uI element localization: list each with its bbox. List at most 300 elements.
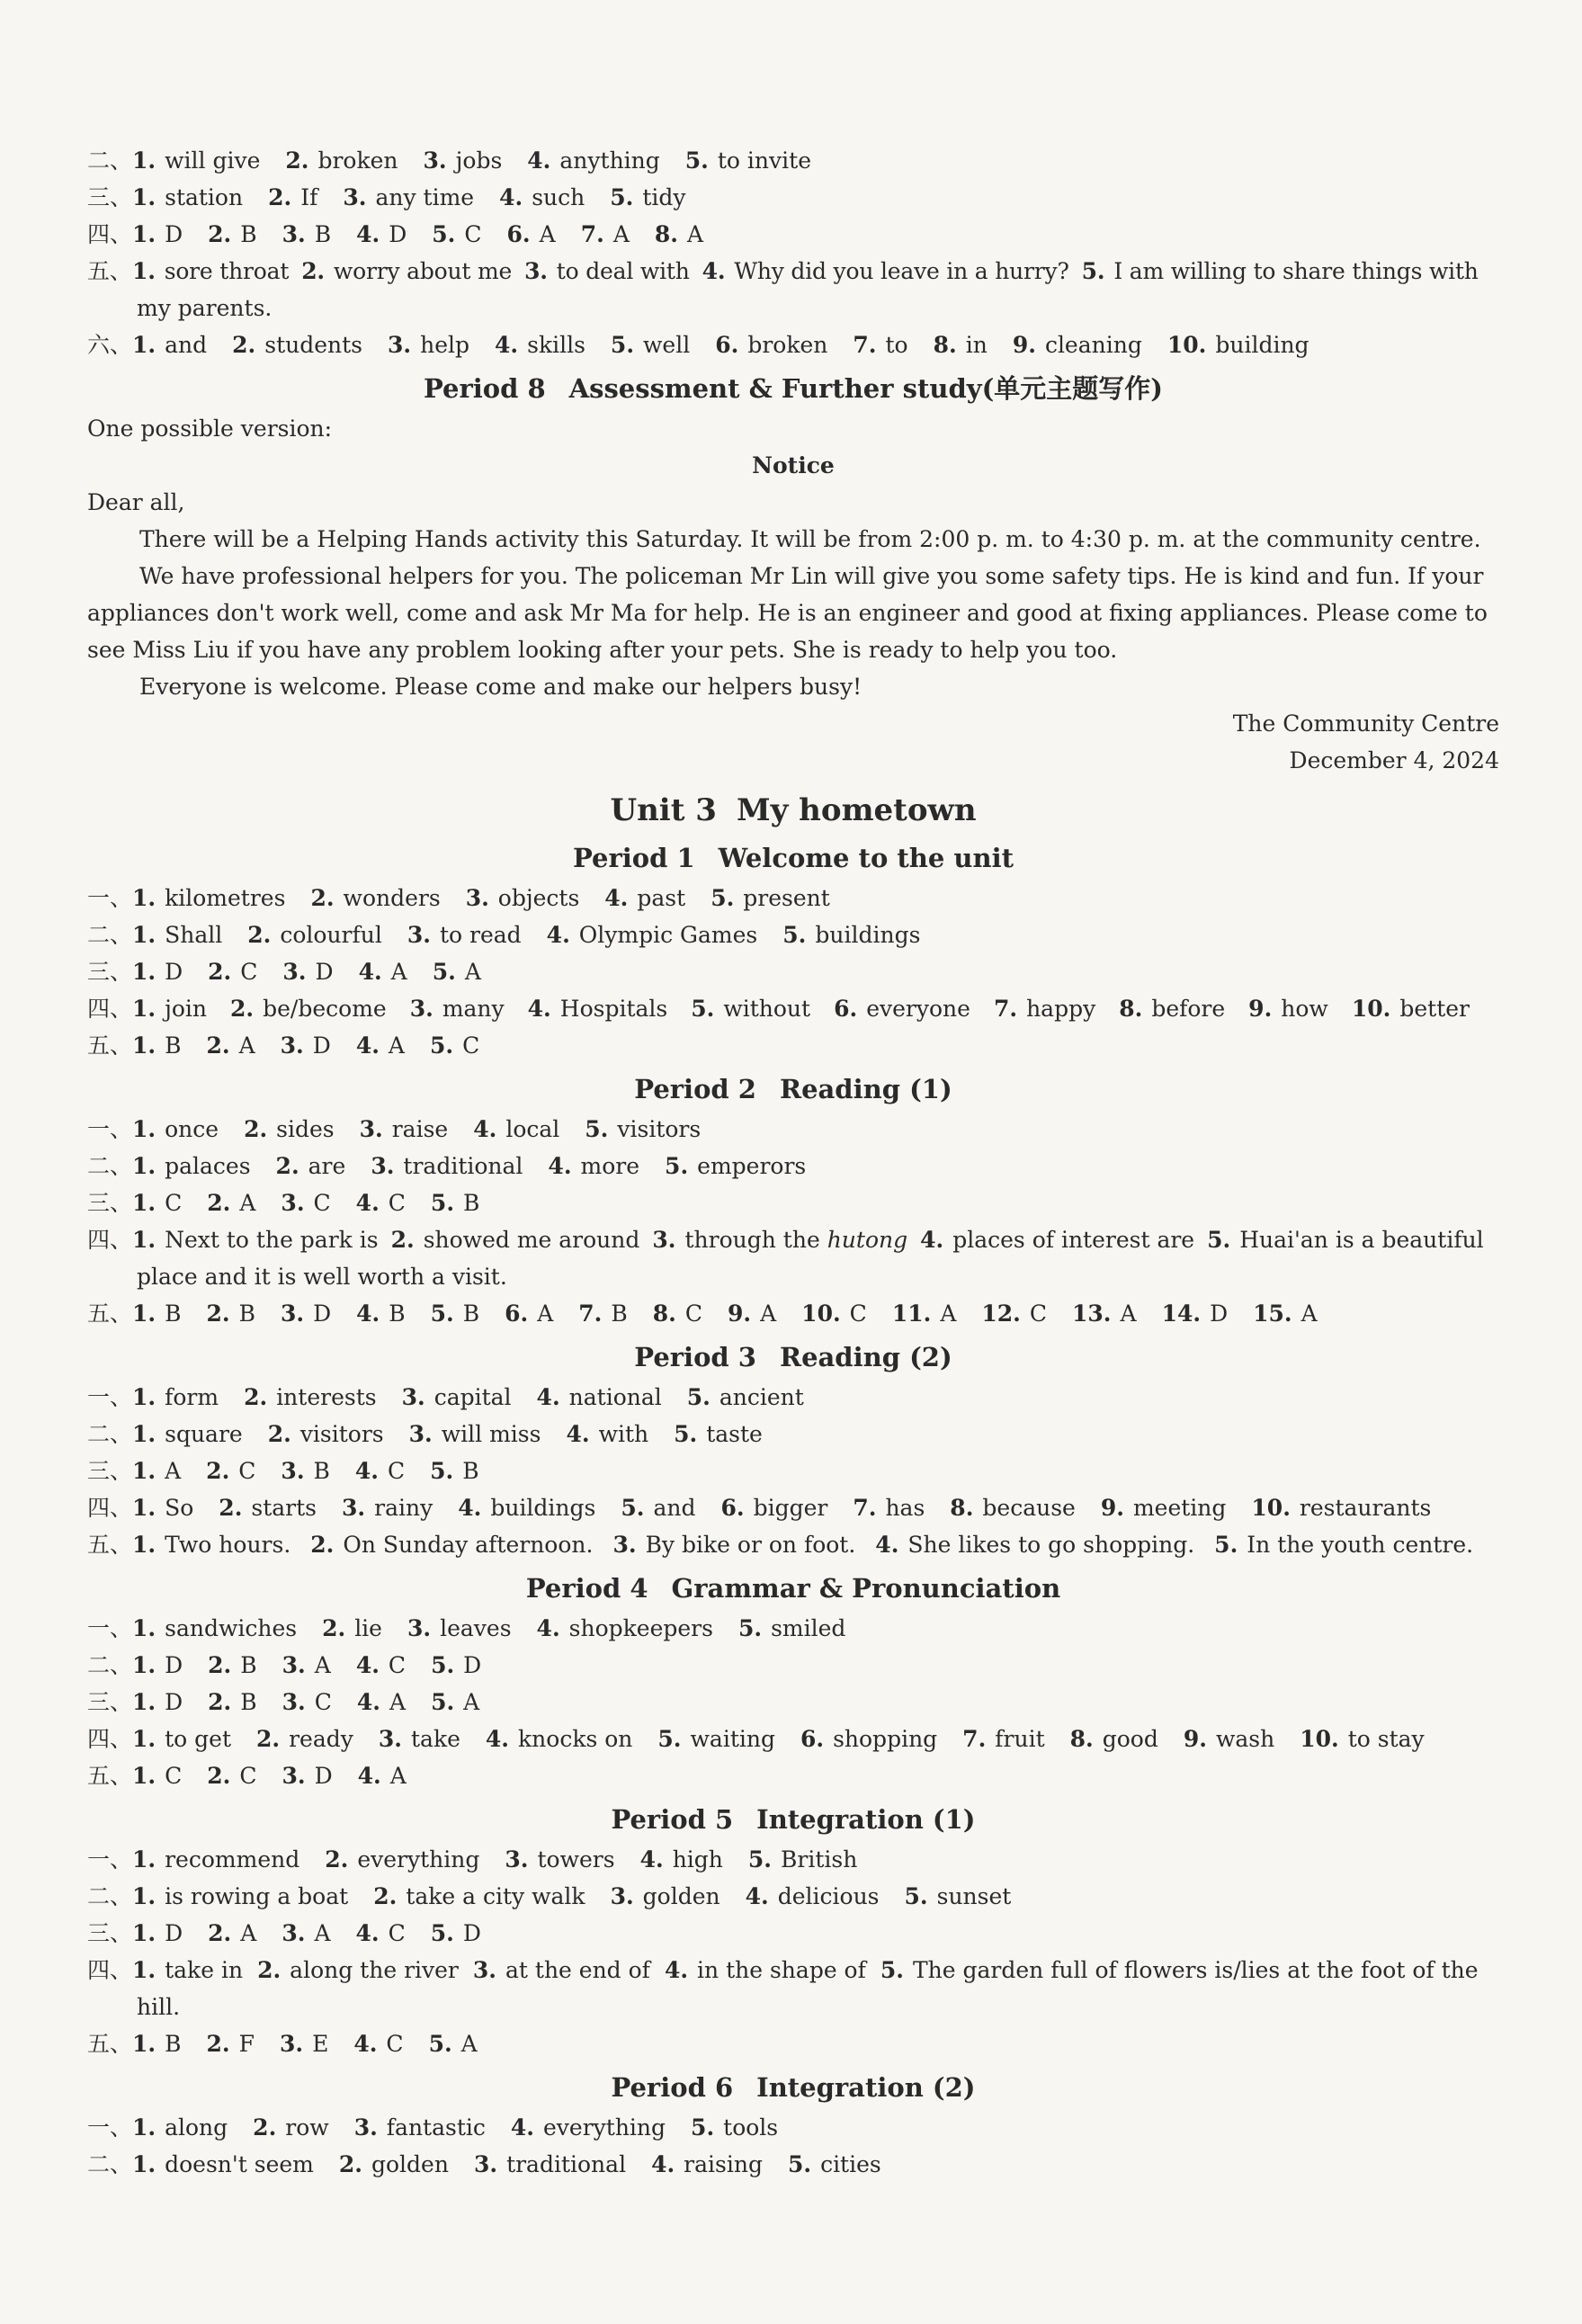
item-number: 3. [282, 1763, 306, 1789]
answer-row [87, 1915, 1499, 1952]
answer-row [87, 990, 1499, 1027]
item-number: 3. [407, 1615, 432, 1641]
section-label: 三、 [87, 184, 133, 210]
answer-text: traditional [403, 1153, 523, 1179]
essay-paragraph: Everyone is welcome. Please come and make our helpers busy! [139, 674, 863, 700]
answer-text: B [240, 221, 257, 247]
answer-text: D [1210, 1301, 1229, 1327]
answer-item [322, 1610, 382, 1647]
answer-text: visitors [299, 1421, 384, 1447]
answer-item [253, 2109, 329, 2146]
item-number: 1. [132, 1301, 156, 1327]
answer-text: how [1281, 996, 1328, 1022]
answer-item [1214, 1526, 1473, 1563]
answer-text: everything [357, 1846, 480, 1873]
section-label: 四、 [87, 1495, 133, 1521]
answer-text: is rowing a boat [165, 1883, 349, 1909]
item-number: 5. [657, 1726, 682, 1752]
answer-text: A [463, 1689, 480, 1715]
answer-text: sunset [936, 1883, 1012, 1909]
item-number: 2. [267, 1421, 291, 1447]
item-number: 2. [373, 1883, 398, 1909]
answer-item [402, 1379, 512, 1416]
answer-item [132, 1027, 181, 1064]
item-number: 3. [612, 1532, 637, 1558]
item-number: 7. [853, 332, 877, 358]
answer-item [206, 1027, 255, 1064]
item-number: 2. [206, 1301, 230, 1327]
item-number: 2. [207, 1190, 231, 1216]
item-number: 14. [1161, 1301, 1202, 1327]
answer-item [537, 1379, 662, 1416]
item-number: 5. [904, 1883, 928, 1909]
answer-item [206, 1452, 255, 1489]
answer-item [962, 1721, 1044, 1757]
answer-row [87, 1684, 1499, 1721]
item-number: 2. [208, 221, 232, 247]
section-label: 一、 [87, 2114, 133, 2141]
answer-item [430, 1027, 479, 1064]
answer-item [410, 990, 505, 1027]
answer-text: take [411, 1726, 460, 1752]
item-number: 1. [132, 2114, 156, 2141]
answer-text: to invite [717, 147, 811, 174]
item-number: 5. [1207, 1227, 1231, 1253]
item-number: 4. [639, 1846, 664, 1873]
item-number: 10. [1351, 996, 1391, 1022]
answer-text: everyone [866, 996, 970, 1022]
answer-text: to stay [1347, 1726, 1425, 1752]
unit-title: My hometown [736, 792, 977, 828]
answer-text: C [240, 959, 258, 985]
item-number: 5. [674, 1421, 698, 1447]
essay-paragraph: We have professional helpers for you. The policeman Mr Lin will give you some safety tips. He is kind and fun. If your appliances don't work well, come and ask Mr Ma for help. He is an engineer and good at fixing appliances. Please come to see Miss Liu if you have any problem looking after your pets. She is ready to help you too. [87, 563, 1488, 663]
answer-row [87, 880, 1499, 916]
item-number: 5. [782, 922, 807, 948]
answer-item [800, 1721, 937, 1757]
answer-item [354, 2109, 486, 2146]
period-number: Period 3 [634, 1342, 756, 1372]
section-label: 三、 [87, 1920, 133, 1946]
answer-item [132, 2109, 228, 2146]
answer-text: raising [684, 2151, 763, 2177]
answer-text: By bike or on foot. [645, 1532, 856, 1558]
item-number: 9. [1100, 1495, 1124, 1521]
answer-text: capital [433, 1384, 512, 1410]
answer-item [132, 1952, 243, 1989]
answer-text: A [390, 959, 407, 985]
answer-item [358, 1757, 407, 1794]
answer-item [280, 2025, 328, 2062]
answer-text: D [463, 1652, 482, 1678]
item-number: 1. [132, 258, 156, 284]
section-label: 二、 [87, 1883, 133, 1909]
essay-date: December 4, 2024 [1289, 747, 1499, 773]
answer-text: smiled [771, 1615, 846, 1641]
answer-item [691, 990, 810, 1027]
item-number: 4. [356, 221, 380, 247]
answer-text: Two hours. [165, 1532, 291, 1558]
answer-row [87, 142, 1499, 179]
answer-item [495, 326, 585, 363]
period-title: Assessment & Further study(单元主题写作) [568, 373, 1164, 404]
item-number: 1. [132, 1763, 156, 1789]
answer-text: starts [251, 1495, 317, 1521]
answer-item [132, 1878, 348, 1915]
answer-item [232, 326, 362, 363]
answer-item [356, 1184, 406, 1221]
answer-row [87, 2109, 1499, 2146]
item-number: 5. [432, 959, 456, 985]
item-number: 6. [715, 332, 739, 358]
answer-text: C [462, 1032, 480, 1059]
item-number: 3. [342, 1495, 366, 1521]
item-number: 5. [430, 1190, 455, 1216]
item-number: 4. [355, 1190, 380, 1216]
item-number: 4. [495, 332, 519, 358]
answer-row [87, 1111, 1499, 1148]
item-number: 4. [566, 1421, 590, 1447]
item-number: 4. [875, 1532, 899, 1558]
item-number: 4. [536, 1384, 560, 1410]
item-number: 1. [132, 1883, 156, 1909]
answer-text: A [239, 1190, 256, 1216]
answer-text: waiting [690, 1726, 775, 1752]
answer-text: A [539, 221, 556, 247]
item-number: 3. [378, 1726, 402, 1752]
answer-row [87, 1841, 1499, 1878]
answer-item [1207, 1221, 1484, 1258]
answer-item [379, 1721, 460, 1757]
answer-text: help [420, 332, 470, 358]
answer-text: B [165, 1032, 182, 1059]
answer-item [132, 1647, 183, 1684]
answer-text: buildings [815, 922, 921, 948]
answer-text: C [165, 1763, 183, 1789]
item-number: 11. [891, 1301, 932, 1327]
answer-item [566, 1416, 648, 1452]
answer-item [1300, 1721, 1424, 1757]
item-number: 4. [473, 1116, 497, 1142]
item-number: 1. [132, 1421, 156, 1447]
answer-text: British [781, 1846, 858, 1873]
item-number: 5. [1081, 258, 1105, 284]
answer-text: D [165, 959, 183, 985]
answer-item [132, 1379, 219, 1416]
item-number: 5. [431, 1689, 455, 1715]
answer-item [407, 1610, 512, 1647]
answer-text: once [165, 1116, 219, 1142]
answer-item [528, 990, 668, 1027]
answer-text: D [389, 221, 407, 247]
answer-text: A [760, 1301, 777, 1327]
item-number: 3. [280, 1032, 304, 1059]
item-number: 4. [356, 1689, 380, 1715]
answer-item [132, 142, 260, 179]
answer-text: B [240, 1652, 257, 1678]
answer-item [281, 1452, 329, 1489]
item-number: 4. [527, 147, 551, 174]
answer-text: cities [820, 2151, 881, 2177]
item-number: 3. [473, 2151, 498, 2177]
answer-item [578, 1295, 627, 1332]
answer-text: bigger [753, 1495, 828, 1521]
answer-text: join [165, 996, 208, 1022]
item-number: 1. [132, 1032, 156, 1059]
item-number: 1. [132, 996, 156, 1022]
page-content [87, 142, 1499, 2183]
answer-text: D [314, 1763, 333, 1789]
item-number: 1. [132, 221, 156, 247]
answer-text: worry about me [333, 258, 513, 284]
answer-text: A [940, 1301, 957, 1327]
answer-item [339, 2146, 449, 2183]
item-number: 2. [390, 1227, 415, 1253]
answer-row [87, 1878, 1499, 1915]
item-number: 3. [281, 1190, 305, 1216]
answer-item [282, 1684, 332, 1721]
item-number: 2. [301, 258, 325, 284]
answer-item [537, 1610, 713, 1647]
answer-text: A [460, 2031, 478, 2057]
answer-item [132, 880, 285, 916]
item-number: 8. [933, 332, 957, 358]
answer-text: C [849, 1301, 867, 1327]
section-label: 五、 [87, 2031, 133, 2057]
section-label: 五、 [87, 258, 132, 284]
answer-text: raise [391, 1116, 449, 1142]
section-label: 三、 [87, 959, 133, 985]
answer-text: sore throat [164, 258, 290, 284]
answer-item [431, 1184, 479, 1221]
item-number: 4. [355, 1032, 380, 1059]
answer-item [505, 1841, 614, 1878]
item-number: 4. [548, 1153, 572, 1179]
section-label: 二、 [87, 1421, 133, 1447]
answer-item [132, 326, 207, 363]
answer-text: D [462, 1920, 481, 1946]
item-number: 1. [132, 2151, 156, 2177]
answer-text: because [982, 1495, 1076, 1521]
answer-item [665, 1952, 866, 1989]
item-number: 3. [280, 1301, 305, 1327]
item-number: 2. [310, 1532, 335, 1558]
answer-text: D [313, 1301, 332, 1327]
item-number: 1. [132, 1957, 156, 1983]
answer-item [994, 990, 1095, 1027]
item-number: 5. [787, 2151, 812, 2177]
answer-item [409, 1416, 541, 1452]
answer-row [87, 1610, 1499, 1647]
period-heading [87, 1337, 1499, 1377]
item-number: 1. [132, 1615, 156, 1641]
answer-item [282, 216, 331, 253]
item-number: 4. [458, 1495, 482, 1521]
answer-item [132, 1526, 290, 1563]
answer-item [360, 1111, 449, 1148]
answer-row [87, 1148, 1499, 1184]
answer-item [407, 916, 522, 953]
answer-item [132, 1184, 182, 1221]
answer-item [674, 1416, 763, 1452]
item-number: 5. [432, 221, 456, 247]
answer-text: A [612, 221, 630, 247]
answer-item [548, 1148, 639, 1184]
answer-text: jobs [455, 147, 503, 174]
answer-text: interests [276, 1384, 377, 1410]
item-number: 3. [282, 221, 306, 247]
item-number: 1. [132, 1458, 156, 1484]
answer-item [132, 1610, 297, 1647]
answer-row [87, 1295, 1499, 1332]
item-number: 3. [409, 996, 433, 1022]
answer-item [207, 1757, 256, 1794]
answer-continuation: hill. [137, 1994, 181, 2020]
answer-item [132, 1111, 219, 1148]
answer-item [373, 1878, 585, 1915]
answer-item [651, 2146, 763, 2183]
answer-text: She likes to go shopping. [907, 1532, 1195, 1558]
answer-item [431, 1295, 479, 1332]
answer-text: places of interest are [952, 1227, 1195, 1253]
item-number: 3. [472, 1957, 496, 1983]
answer-text: A [314, 1652, 331, 1678]
section-label: 一、 [87, 1384, 133, 1410]
answer-text: take a city walk [406, 1883, 585, 1909]
answer-text: meeting [1132, 1495, 1227, 1521]
answer-item [208, 1915, 256, 1952]
answer-text: D [312, 1032, 331, 1059]
answer-item [715, 326, 827, 363]
answer-row [87, 916, 1499, 953]
answer-item [610, 179, 685, 216]
answer-item [711, 880, 830, 916]
answer-text: wash [1215, 1726, 1275, 1752]
section-label: 五、 [87, 1301, 133, 1327]
item-number: 3. [282, 1920, 306, 1946]
item-number: 4. [651, 2151, 675, 2177]
answer-text: to deal with [556, 258, 690, 284]
answer-item [132, 1757, 182, 1794]
answer-text: in [965, 332, 988, 358]
answer-item [430, 1452, 478, 1489]
answer-text: any time [375, 184, 475, 210]
answer-text: form [165, 1384, 219, 1410]
answer-text: take in [165, 1957, 244, 1983]
answer-text: B [165, 2031, 182, 2057]
answer-text: high [672, 1846, 723, 1873]
answer-item [356, 1027, 405, 1064]
answer-text: will give [165, 147, 261, 174]
answer-text: will miss [441, 1421, 541, 1447]
answer-item [301, 253, 512, 290]
answer-item [244, 1111, 335, 1148]
item-number: 2. [338, 2151, 362, 2177]
answer-item [691, 2109, 778, 2146]
answer-item [1119, 990, 1225, 1027]
period-title: Welcome to the unit [718, 843, 1014, 873]
item-number: 5. [665, 1153, 689, 1179]
answer-text: D [165, 1652, 183, 1678]
item-number: 7. [993, 996, 1018, 1022]
answer-text: building [1215, 332, 1309, 358]
answer-item [257, 1952, 459, 1989]
answer-text: traditional [506, 2151, 627, 2177]
answer-text: Next to the park is [165, 1227, 379, 1253]
item-number: 2. [230, 996, 255, 1022]
answer-item [473, 1952, 650, 1989]
answer-text: Olympic Games [578, 922, 758, 948]
answer-continuation: place and it is well worth a visit. [137, 1264, 507, 1290]
item-number: 3. [401, 1384, 425, 1410]
answer-row [87, 1489, 1499, 1526]
period-number: Period 4 [525, 1573, 648, 1604]
answer-row [87, 1647, 1499, 1684]
answer-text: rainy [374, 1495, 433, 1521]
essay-paragraph: There will be a Helping Hands activity this Saturday. It will be from 2:00 p. m. to 4:30 p. m. at the community centre. [139, 526, 1481, 552]
answer-item [657, 1721, 775, 1757]
answer-text: palaces [165, 1153, 251, 1179]
answer-item [748, 1841, 857, 1878]
answer-item [356, 216, 407, 253]
item-number: 1. [132, 922, 156, 948]
item-number: 8. [652, 1301, 676, 1327]
answer-text: D [165, 1689, 183, 1715]
item-number: 5. [880, 1957, 904, 1983]
answer-item [355, 1452, 405, 1489]
section-label: 五、 [87, 1032, 133, 1059]
answer-item [1251, 1489, 1431, 1526]
answer-text: C [165, 1190, 183, 1216]
answer-item [1070, 1721, 1158, 1757]
answer-item [981, 1295, 1047, 1332]
answer-text: A [165, 1458, 182, 1484]
answer-item [208, 216, 256, 253]
answer-text: everything [543, 2114, 666, 2141]
answer-text: and [165, 332, 208, 358]
item-number: 3. [371, 1153, 395, 1179]
answer-text: A [389, 1689, 407, 1715]
item-number: 4. [353, 2031, 378, 2057]
answer-item [281, 1027, 331, 1064]
answer-row [87, 1757, 1499, 1794]
item-number: 2. [208, 1920, 232, 1946]
answer-text: B [462, 1458, 479, 1484]
answer-text: lie [354, 1615, 382, 1641]
answer-item [208, 1647, 256, 1684]
item-number: 2. [208, 959, 232, 985]
answer-text: to [885, 332, 908, 358]
period-title: Grammar & Pronunciation [671, 1573, 1061, 1604]
answer-item [611, 1878, 720, 1915]
answer-text: B [165, 1301, 182, 1327]
period-heading [87, 1800, 1499, 1839]
answer-text: shopping [833, 1726, 938, 1752]
answer-text: A [1120, 1301, 1137, 1327]
answer-item [359, 953, 407, 990]
answer-item [524, 253, 690, 290]
period-heading [87, 1569, 1499, 1608]
section-label: 四、 [87, 1227, 133, 1253]
item-number: 1. [132, 1652, 156, 1678]
item-number: 3. [282, 1652, 306, 1678]
answer-item [853, 326, 907, 363]
answer-item [132, 1915, 183, 1952]
item-number: 4. [536, 1615, 560, 1641]
item-number: 10. [1251, 1495, 1291, 1521]
period-title: Integration (2) [756, 2072, 976, 2103]
answer-item [585, 1111, 701, 1148]
